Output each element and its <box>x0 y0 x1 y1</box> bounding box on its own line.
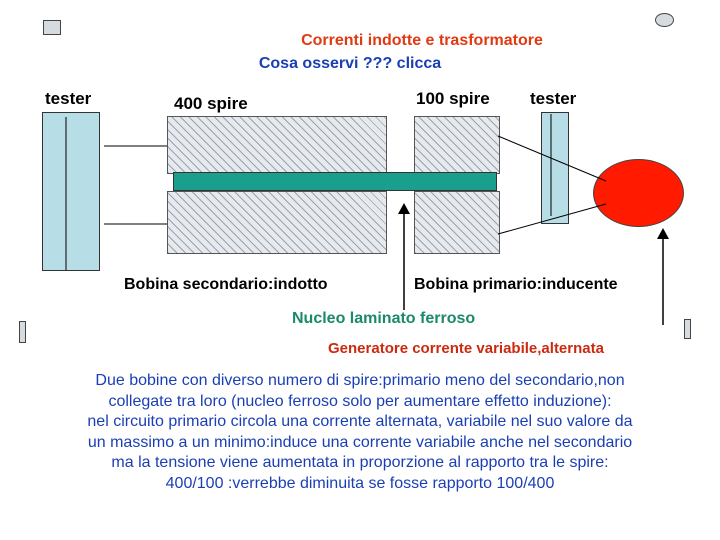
tester-left-label: tester <box>45 89 92 108</box>
description-line: collegate tra loro (nucleo ferroso solo per aumentare effetto induzione): <box>108 392 612 410</box>
description-line: ma la tensione viene aumentata in proporzione al rapporto tra le spire: <box>111 454 609 471</box>
wire-right-bottom <box>498 204 606 234</box>
description-text <box>40 371 680 494</box>
description-line: 400/100 :verrebbe diminuita se fosse rapporto 100/400 <box>165 474 555 492</box>
nucleo-arrow-head <box>398 203 410 214</box>
spire-400-label: 400 spire <box>174 94 248 113</box>
spire-100-label: 100 spire <box>416 89 490 108</box>
tester-right-label: tester <box>530 89 577 108</box>
primario-label: Bobina primario:inducente <box>414 276 618 293</box>
nucleo-label[interactable]: Nucleo laminato ferroso <box>292 310 476 327</box>
description-line: nel circuito primario circola una corrente alternata, variabile nel suo valore da <box>87 413 633 430</box>
wire-right-top <box>498 136 606 181</box>
description-line: un massimo a un minimo:induce una corrente variabile anche nel secondario <box>87 433 633 451</box>
generatore-arrow-head <box>657 228 669 239</box>
generatore-label[interactable]: Generatore corrente variabile,alternata <box>328 340 604 357</box>
page-subtitle[interactable]: Cosa osservi ??? clicca <box>258 55 442 72</box>
page-title: Correnti indotte e trasformatore <box>301 32 543 49</box>
secondario-label: Bobina secondario:indotto <box>124 276 328 293</box>
description-line: Due bobine con diverso numero di spire:primario meno del secondario,non <box>95 372 625 389</box>
